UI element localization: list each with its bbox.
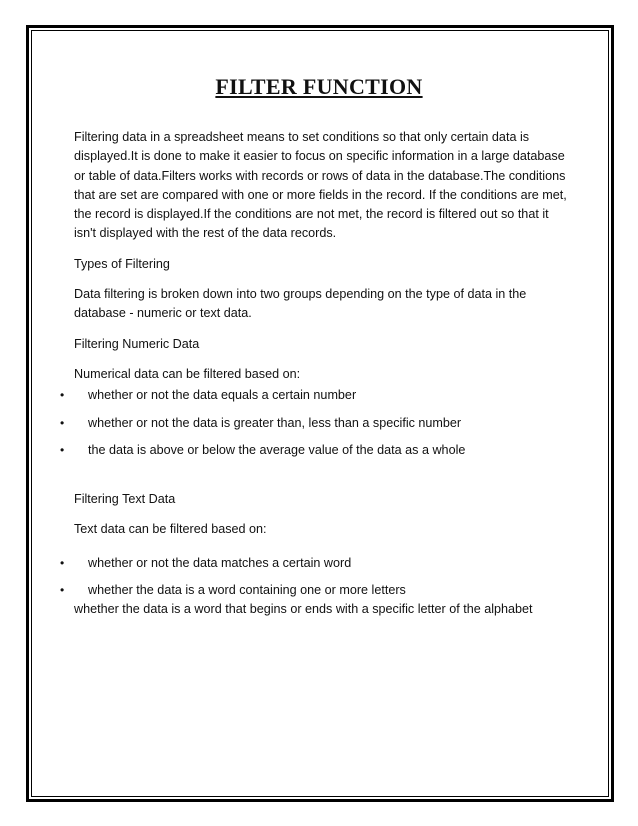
numeric-bullet-list — [60, 386, 560, 460]
text-lead: Text data can be filtered based on: — [74, 522, 267, 537]
list-item-text: whether or not the data equals a certain number — [88, 388, 357, 403]
numeric-lead: Numerical data can be filtered based on: — [74, 366, 301, 381]
list-item-text: the data is above or below the average value of the data as a whole — [88, 442, 466, 457]
list-item — [60, 414, 560, 433]
bullet-icon: • — [60, 388, 65, 403]
numeric-heading: Filtering Numeric Data — [74, 336, 200, 351]
list-item-text: whether or not the data matches a certain word — [88, 555, 352, 570]
text-tail-paragraph: whether the data is a word that begins or ends with a specific letter of the alphabet — [74, 602, 533, 617]
bullet-icon: • — [60, 415, 65, 430]
list-item — [60, 581, 560, 600]
types-heading: Types of Filtering — [74, 256, 170, 271]
text-bullet-list — [60, 554, 560, 601]
list-item-text: whether the data is a word containing one or more letters — [88, 583, 406, 598]
list-item — [60, 554, 560, 573]
bullet-icon: • — [60, 442, 65, 457]
list-item-text: whether or not the data is greater than, less than a specific number — [88, 415, 462, 430]
text-heading: Filtering Text Data — [74, 492, 176, 507]
bullet-icon: • — [60, 583, 65, 598]
intro-paragraph: Filtering data in a spreadsheet means to set conditions so that only certain data is displayed.It is done to make it easier to focus on specific information in a large database or table of data.Filters works with records or rows of data in the database.The conditions that are set are compared with one or more fields in the record. If the conditions are met, the record is displayed.If the conditions are not met, the record is filtered out so that it isn't displayed with the rest of the data records. — [74, 130, 567, 241]
list-item — [60, 441, 560, 460]
document-body — [60, 128, 574, 631]
page-title: FILTER FUNCTION — [215, 74, 423, 99]
types-paragraph: Data filtering is broken down into two groups depending on the type of data in the database - numeric or text data. — [74, 287, 527, 321]
bullet-icon: • — [60, 555, 65, 570]
list-item — [60, 386, 560, 405]
